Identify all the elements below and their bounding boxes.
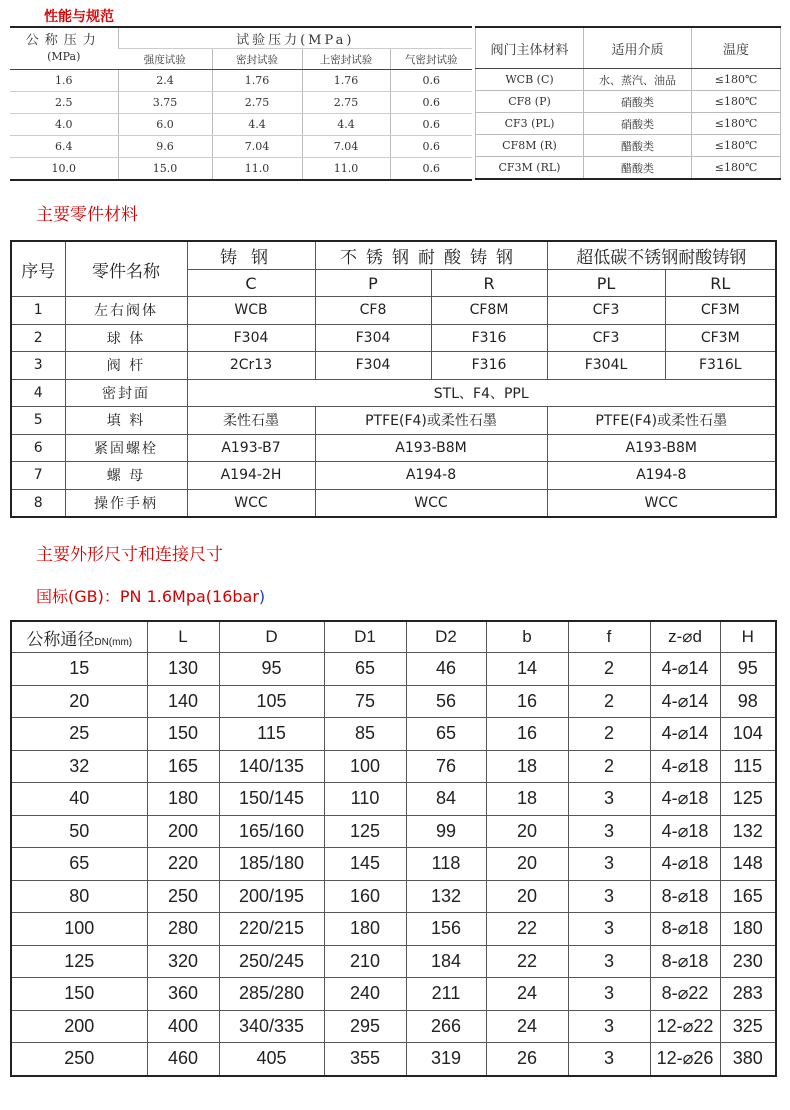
table-cell: 25 bbox=[11, 718, 147, 751]
material-header: 阀门主体材料 bbox=[476, 27, 584, 69]
table-cell: 266 bbox=[406, 1010, 486, 1043]
table-cell: 1.76 bbox=[212, 70, 302, 92]
table-cell: 8-⌀22 bbox=[650, 978, 720, 1011]
table-cell: 4-⌀18 bbox=[650, 815, 720, 848]
table-cell: 8-⌀18 bbox=[650, 945, 720, 978]
table-cell: 165 bbox=[147, 750, 219, 783]
table-row bbox=[476, 113, 781, 135]
table-cell: 水、蒸汽、油品 bbox=[584, 69, 692, 91]
table-cell: A193-B8M bbox=[315, 434, 547, 462]
table-cell: 24 bbox=[486, 1010, 568, 1043]
table-row bbox=[476, 69, 781, 91]
table-cell: 320 bbox=[147, 945, 219, 978]
dimension-header bbox=[147, 621, 219, 653]
table-cell: 125 bbox=[11, 945, 147, 978]
table-cell: 156 bbox=[406, 913, 486, 946]
table-cell: 325 bbox=[720, 1010, 776, 1043]
table-cell: 15.0 bbox=[118, 158, 212, 181]
table-cell: 4-⌀18 bbox=[650, 848, 720, 881]
table-cell: 115 bbox=[219, 718, 324, 751]
table-row bbox=[11, 685, 776, 718]
part-name: 球 体 bbox=[65, 324, 187, 352]
table-cell: F304 bbox=[315, 324, 431, 352]
table-cell: 4.0 bbox=[10, 114, 118, 136]
table-cell: 230 bbox=[720, 945, 776, 978]
table-cell: 405 bbox=[219, 1043, 324, 1076]
table-row bbox=[11, 407, 776, 435]
table-row bbox=[11, 978, 776, 1011]
dimension-header bbox=[720, 621, 776, 653]
table-cell: 16 bbox=[486, 718, 568, 751]
grade-header: PL bbox=[547, 270, 665, 297]
table-cell: 4-⌀18 bbox=[650, 750, 720, 783]
table-cell: 15 bbox=[11, 653, 147, 686]
table-cell: 1.76 bbox=[302, 70, 390, 92]
table-row bbox=[11, 379, 776, 407]
table-cell: 220 bbox=[147, 848, 219, 881]
table-cell: 211 bbox=[406, 978, 486, 1011]
table-cell: 65 bbox=[324, 653, 406, 686]
table-cell: 4.4 bbox=[302, 114, 390, 136]
table-cell: CF8 (P) bbox=[476, 91, 584, 113]
table-cell: 0.6 bbox=[390, 70, 472, 92]
table-cell: 8-⌀18 bbox=[650, 880, 720, 913]
table-cell: 200 bbox=[147, 815, 219, 848]
table-cell: 125 bbox=[720, 783, 776, 816]
table-cell: 140/135 bbox=[219, 750, 324, 783]
table-cell: STL、F4、PPL bbox=[187, 379, 776, 407]
table-cell: WCB (C) bbox=[476, 69, 584, 91]
table-cell: 250 bbox=[147, 880, 219, 913]
table-row bbox=[11, 718, 776, 751]
table-cell: ≤180℃ bbox=[692, 113, 781, 135]
table-cell: 9.6 bbox=[118, 136, 212, 158]
table-cell: 84 bbox=[406, 783, 486, 816]
part-name: 密封面 bbox=[65, 379, 187, 407]
table-row bbox=[11, 324, 776, 352]
table-cell: CF3M bbox=[665, 297, 776, 325]
table-cell: 3 bbox=[568, 1010, 650, 1043]
row-number: 2 bbox=[11, 324, 65, 352]
table-cell: 132 bbox=[720, 815, 776, 848]
table-cell: 11.0 bbox=[302, 158, 390, 181]
table-cell: 132 bbox=[406, 880, 486, 913]
table-cell: 295 bbox=[324, 1010, 406, 1043]
table-cell: 18 bbox=[486, 750, 568, 783]
table-cell: 3 bbox=[568, 945, 650, 978]
table-cell: 319 bbox=[406, 1043, 486, 1076]
table-cell: 2.75 bbox=[212, 92, 302, 114]
row-number: 1 bbox=[11, 297, 65, 325]
table-cell: 2 bbox=[568, 653, 650, 686]
table-cell: CF3 bbox=[547, 324, 665, 352]
table-cell: CF3M (RL) bbox=[476, 157, 584, 180]
table-cell: 2.5 bbox=[10, 92, 118, 114]
table-cell: 6.0 bbox=[118, 114, 212, 136]
grade-header: RL bbox=[665, 270, 776, 297]
table-cell: 46 bbox=[406, 653, 486, 686]
table-row bbox=[476, 135, 781, 157]
test-subheader: 气密封试验 bbox=[390, 49, 472, 70]
table-row bbox=[10, 70, 472, 92]
material-header: 温度 bbox=[692, 27, 781, 69]
table-cell: F316L bbox=[665, 352, 776, 380]
table-cell: 12-⌀22 bbox=[650, 1010, 720, 1043]
table-cell: 184 bbox=[406, 945, 486, 978]
table-cell: F304 bbox=[187, 324, 315, 352]
table-cell: 柔性石墨 bbox=[187, 407, 315, 435]
table-cell: 210 bbox=[324, 945, 406, 978]
header-no: 序号 bbox=[11, 241, 65, 297]
section-title-performance: 性能与规范 bbox=[44, 9, 114, 25]
header-cast-steel: 铸钢 bbox=[187, 241, 315, 270]
row-number: 8 bbox=[11, 489, 65, 517]
table-cell: F316 bbox=[431, 352, 547, 380]
header-low-carbon: 超低碳不锈钢耐酸铸钢 bbox=[547, 241, 776, 270]
parts-material-table bbox=[10, 240, 777, 518]
table-cell: WCB bbox=[187, 297, 315, 325]
table-cell: 40 bbox=[11, 783, 147, 816]
table-cell: 硝酸类 bbox=[584, 91, 692, 113]
table-cell: A193-B7 bbox=[187, 434, 315, 462]
table-cell: 3 bbox=[568, 848, 650, 881]
table-cell: 3 bbox=[568, 783, 650, 816]
table-cell: 3 bbox=[568, 913, 650, 946]
part-name: 螺 母 bbox=[65, 462, 187, 490]
table-cell: A194-8 bbox=[547, 462, 776, 490]
table-cell: 150 bbox=[147, 718, 219, 751]
grade-header: C bbox=[187, 270, 315, 297]
table-cell: 150/145 bbox=[219, 783, 324, 816]
table-cell: 12-⌀26 bbox=[650, 1043, 720, 1076]
dimension-header-label: D2 bbox=[435, 627, 457, 646]
table-cell: WCC bbox=[187, 489, 315, 517]
table-cell: 105 bbox=[219, 685, 324, 718]
dimension-header-label: 公称通径 bbox=[26, 629, 95, 649]
table-cell: 125 bbox=[324, 815, 406, 848]
table-row bbox=[11, 815, 776, 848]
section-title-parts-material: 主要零件材料 bbox=[36, 205, 138, 225]
table-cell: 460 bbox=[147, 1043, 219, 1076]
table-row bbox=[11, 352, 776, 380]
dimension-header bbox=[486, 621, 568, 653]
table-row bbox=[11, 848, 776, 881]
table-cell: 3 bbox=[568, 815, 650, 848]
table-cell: CF8M (R) bbox=[476, 135, 584, 157]
dimension-header bbox=[406, 621, 486, 653]
table-cell: 14 bbox=[486, 653, 568, 686]
table-cell: A194-2H bbox=[187, 462, 315, 490]
table-row bbox=[11, 750, 776, 783]
table-cell: 145 bbox=[324, 848, 406, 881]
row-number: 5 bbox=[11, 407, 65, 435]
table-cell: A194-8 bbox=[315, 462, 547, 490]
table-cell: 26 bbox=[486, 1043, 568, 1076]
table-cell: 200/195 bbox=[219, 880, 324, 913]
table-cell: 250 bbox=[11, 1043, 147, 1076]
table-cell: 285/280 bbox=[219, 978, 324, 1011]
table-cell: PTFE(F4)或柔性石墨 bbox=[547, 407, 776, 435]
table-cell: 0.6 bbox=[390, 92, 472, 114]
table-cell: 22 bbox=[486, 913, 568, 946]
test-subheader: 上密封试验 bbox=[302, 49, 390, 70]
table-cell: 56 bbox=[406, 685, 486, 718]
table-cell: 98 bbox=[720, 685, 776, 718]
dimension-header bbox=[219, 621, 324, 653]
table-cell: 50 bbox=[11, 815, 147, 848]
dimension-header-label: D bbox=[265, 627, 278, 646]
table-cell: 355 bbox=[324, 1043, 406, 1076]
table-cell: 280 bbox=[147, 913, 219, 946]
table-cell: ≤180℃ bbox=[692, 135, 781, 157]
table-cell: 100 bbox=[11, 913, 147, 946]
dimension-header-label: L bbox=[178, 627, 188, 646]
table-cell: ≤180℃ bbox=[692, 91, 781, 113]
table-cell: A193-B8M bbox=[547, 434, 776, 462]
test-subheader: 强度试验 bbox=[118, 49, 212, 70]
table-cell: 99 bbox=[406, 815, 486, 848]
table-cell: 80 bbox=[11, 880, 147, 913]
table-row bbox=[11, 462, 776, 490]
nominal-pressure-header: 公称压力 (MPa) bbox=[10, 27, 118, 70]
table-row bbox=[11, 945, 776, 978]
part-name: 左右阀体 bbox=[65, 297, 187, 325]
table-cell: 18 bbox=[486, 783, 568, 816]
table-cell: 115 bbox=[720, 750, 776, 783]
table-cell: WCC bbox=[547, 489, 776, 517]
section-title-dimensions: 主要外形尺寸和连接尺寸 bbox=[36, 545, 223, 565]
part-name: 阀 杆 bbox=[65, 352, 187, 380]
table-cell: 150 bbox=[11, 978, 147, 1011]
table-cell: ≤180℃ bbox=[692, 157, 781, 180]
table-row bbox=[10, 158, 472, 181]
table-cell: 2 bbox=[568, 750, 650, 783]
grade-header: R bbox=[431, 270, 547, 297]
table-cell: 4-⌀14 bbox=[650, 685, 720, 718]
table-cell: 22 bbox=[486, 945, 568, 978]
part-name: 紧固螺栓 bbox=[65, 434, 187, 462]
table-row bbox=[11, 297, 776, 325]
table-row bbox=[10, 136, 472, 158]
row-number: 4 bbox=[11, 379, 65, 407]
dimension-header bbox=[568, 621, 650, 653]
table-cell: 148 bbox=[720, 848, 776, 881]
table-row bbox=[11, 489, 776, 517]
table-cell: 400 bbox=[147, 1010, 219, 1043]
table-row bbox=[11, 880, 776, 913]
table-cell: 3 bbox=[568, 880, 650, 913]
dimensions-table bbox=[10, 620, 777, 1077]
table-cell: 380 bbox=[720, 1043, 776, 1076]
table-cell: 硝酸类 bbox=[584, 113, 692, 135]
table-cell: 160 bbox=[324, 880, 406, 913]
table-cell: 185/180 bbox=[219, 848, 324, 881]
table-cell: 4-⌀14 bbox=[650, 718, 720, 751]
table-cell: 2Cr13 bbox=[187, 352, 315, 380]
table-cell: 76 bbox=[406, 750, 486, 783]
table-cell: 220/215 bbox=[219, 913, 324, 946]
table-cell: 65 bbox=[11, 848, 147, 881]
table-cell: 240 bbox=[324, 978, 406, 1011]
table-cell: 16 bbox=[486, 685, 568, 718]
part-name: 填 料 bbox=[65, 407, 187, 435]
table-row bbox=[11, 783, 776, 816]
table-cell: 2.75 bbox=[302, 92, 390, 114]
table-row bbox=[11, 913, 776, 946]
table-cell: CF8 bbox=[315, 297, 431, 325]
table-cell: 3.75 bbox=[118, 92, 212, 114]
part-name: 操作手柄 bbox=[65, 489, 187, 517]
dimension-header-unit: DN(mm) bbox=[94, 636, 133, 648]
table-cell: CF3 bbox=[547, 297, 665, 325]
table-cell: 75 bbox=[324, 685, 406, 718]
table-cell: 24 bbox=[486, 978, 568, 1011]
table-cell: 4-⌀14 bbox=[650, 653, 720, 686]
table-cell: 140 bbox=[147, 685, 219, 718]
dimension-header-label: b bbox=[522, 627, 532, 646]
table-cell: 110 bbox=[324, 783, 406, 816]
table-cell: 0.6 bbox=[390, 136, 472, 158]
table-cell: 180 bbox=[147, 783, 219, 816]
table-cell: F304L bbox=[547, 352, 665, 380]
table-cell: 200 bbox=[11, 1010, 147, 1043]
table-cell: 104 bbox=[720, 718, 776, 751]
table-cell: CF3M bbox=[665, 324, 776, 352]
table-cell: 7.04 bbox=[212, 136, 302, 158]
table-cell: 醋酸类 bbox=[584, 135, 692, 157]
table-cell: 32 bbox=[11, 750, 147, 783]
dimension-header bbox=[324, 621, 406, 653]
table-row bbox=[10, 92, 472, 114]
table-cell: 2.4 bbox=[118, 70, 212, 92]
table-cell: 95 bbox=[720, 653, 776, 686]
body-material-table bbox=[475, 26, 781, 180]
table-cell: 11.0 bbox=[212, 158, 302, 181]
table-cell: 8-⌀18 bbox=[650, 913, 720, 946]
table-cell: 283 bbox=[720, 978, 776, 1011]
table-cell: 4.4 bbox=[212, 114, 302, 136]
row-number: 7 bbox=[11, 462, 65, 490]
table-cell: 65 bbox=[406, 718, 486, 751]
table-cell: 1.6 bbox=[10, 70, 118, 92]
test-pressure-table bbox=[10, 26, 472, 181]
table-cell: 20 bbox=[486, 880, 568, 913]
table-cell: 2 bbox=[568, 718, 650, 751]
table-cell: F316 bbox=[431, 324, 547, 352]
row-number: 6 bbox=[11, 434, 65, 462]
table-cell: CF8M bbox=[431, 297, 547, 325]
table-cell: 360 bbox=[147, 978, 219, 1011]
table-row bbox=[11, 434, 776, 462]
dimension-header-label: f bbox=[606, 627, 612, 646]
table-row bbox=[11, 653, 776, 686]
table-cell: 165 bbox=[720, 880, 776, 913]
header-stainless: 不锈钢耐酸铸钢 bbox=[315, 241, 547, 270]
table-row bbox=[10, 114, 472, 136]
table-cell: 0.6 bbox=[390, 114, 472, 136]
table-row bbox=[476, 157, 781, 180]
material-header: 适用介质 bbox=[584, 27, 692, 69]
dimension-header bbox=[650, 621, 720, 653]
table-row bbox=[11, 1043, 776, 1076]
dimension-header-label: D1 bbox=[354, 627, 376, 646]
table-cell: 20 bbox=[11, 685, 147, 718]
dimension-header bbox=[11, 621, 147, 653]
table-cell: 4-⌀18 bbox=[650, 783, 720, 816]
dimension-header-label: z-⌀d bbox=[668, 627, 702, 646]
test-pressure-header: 试验压力(MPa) bbox=[118, 27, 472, 49]
table-cell: ≤180℃ bbox=[692, 69, 781, 91]
header-part-name: 零件名称 bbox=[65, 241, 187, 297]
table-cell: 100 bbox=[324, 750, 406, 783]
table-cell: 180 bbox=[720, 913, 776, 946]
table-cell: 醋酸类 bbox=[584, 157, 692, 180]
table-cell: 180 bbox=[324, 913, 406, 946]
table-cell: 3 bbox=[568, 978, 650, 1011]
table-row bbox=[476, 91, 781, 113]
table-cell: 10.0 bbox=[10, 158, 118, 181]
table-cell: CF3 (PL) bbox=[476, 113, 584, 135]
table-cell: 20 bbox=[486, 815, 568, 848]
test-subheader: 密封试验 bbox=[212, 49, 302, 70]
table-cell: 340/335 bbox=[219, 1010, 324, 1043]
table-cell: 85 bbox=[324, 718, 406, 751]
table-cell: 118 bbox=[406, 848, 486, 881]
table-cell: 130 bbox=[147, 653, 219, 686]
table-cell: 3 bbox=[568, 1043, 650, 1076]
table-cell: 20 bbox=[486, 848, 568, 881]
table-row bbox=[11, 1010, 776, 1043]
row-number: 3 bbox=[11, 352, 65, 380]
grade-header: P bbox=[315, 270, 431, 297]
table-cell: 7.04 bbox=[302, 136, 390, 158]
table-cell: 250/245 bbox=[219, 945, 324, 978]
table-cell: F304 bbox=[315, 352, 431, 380]
dimension-header-label: H bbox=[741, 627, 754, 646]
table-cell: 2 bbox=[568, 685, 650, 718]
standard-label: 国标(GB)：PN 1.6Mpa(16bar) bbox=[36, 587, 266, 606]
table-cell: PTFE(F4)或柔性石墨 bbox=[315, 407, 547, 435]
table-cell: 6.4 bbox=[10, 136, 118, 158]
table-cell: 165/160 bbox=[219, 815, 324, 848]
table-cell: WCC bbox=[315, 489, 547, 517]
table-cell: 95 bbox=[219, 653, 324, 686]
table-cell: 0.6 bbox=[390, 158, 472, 181]
